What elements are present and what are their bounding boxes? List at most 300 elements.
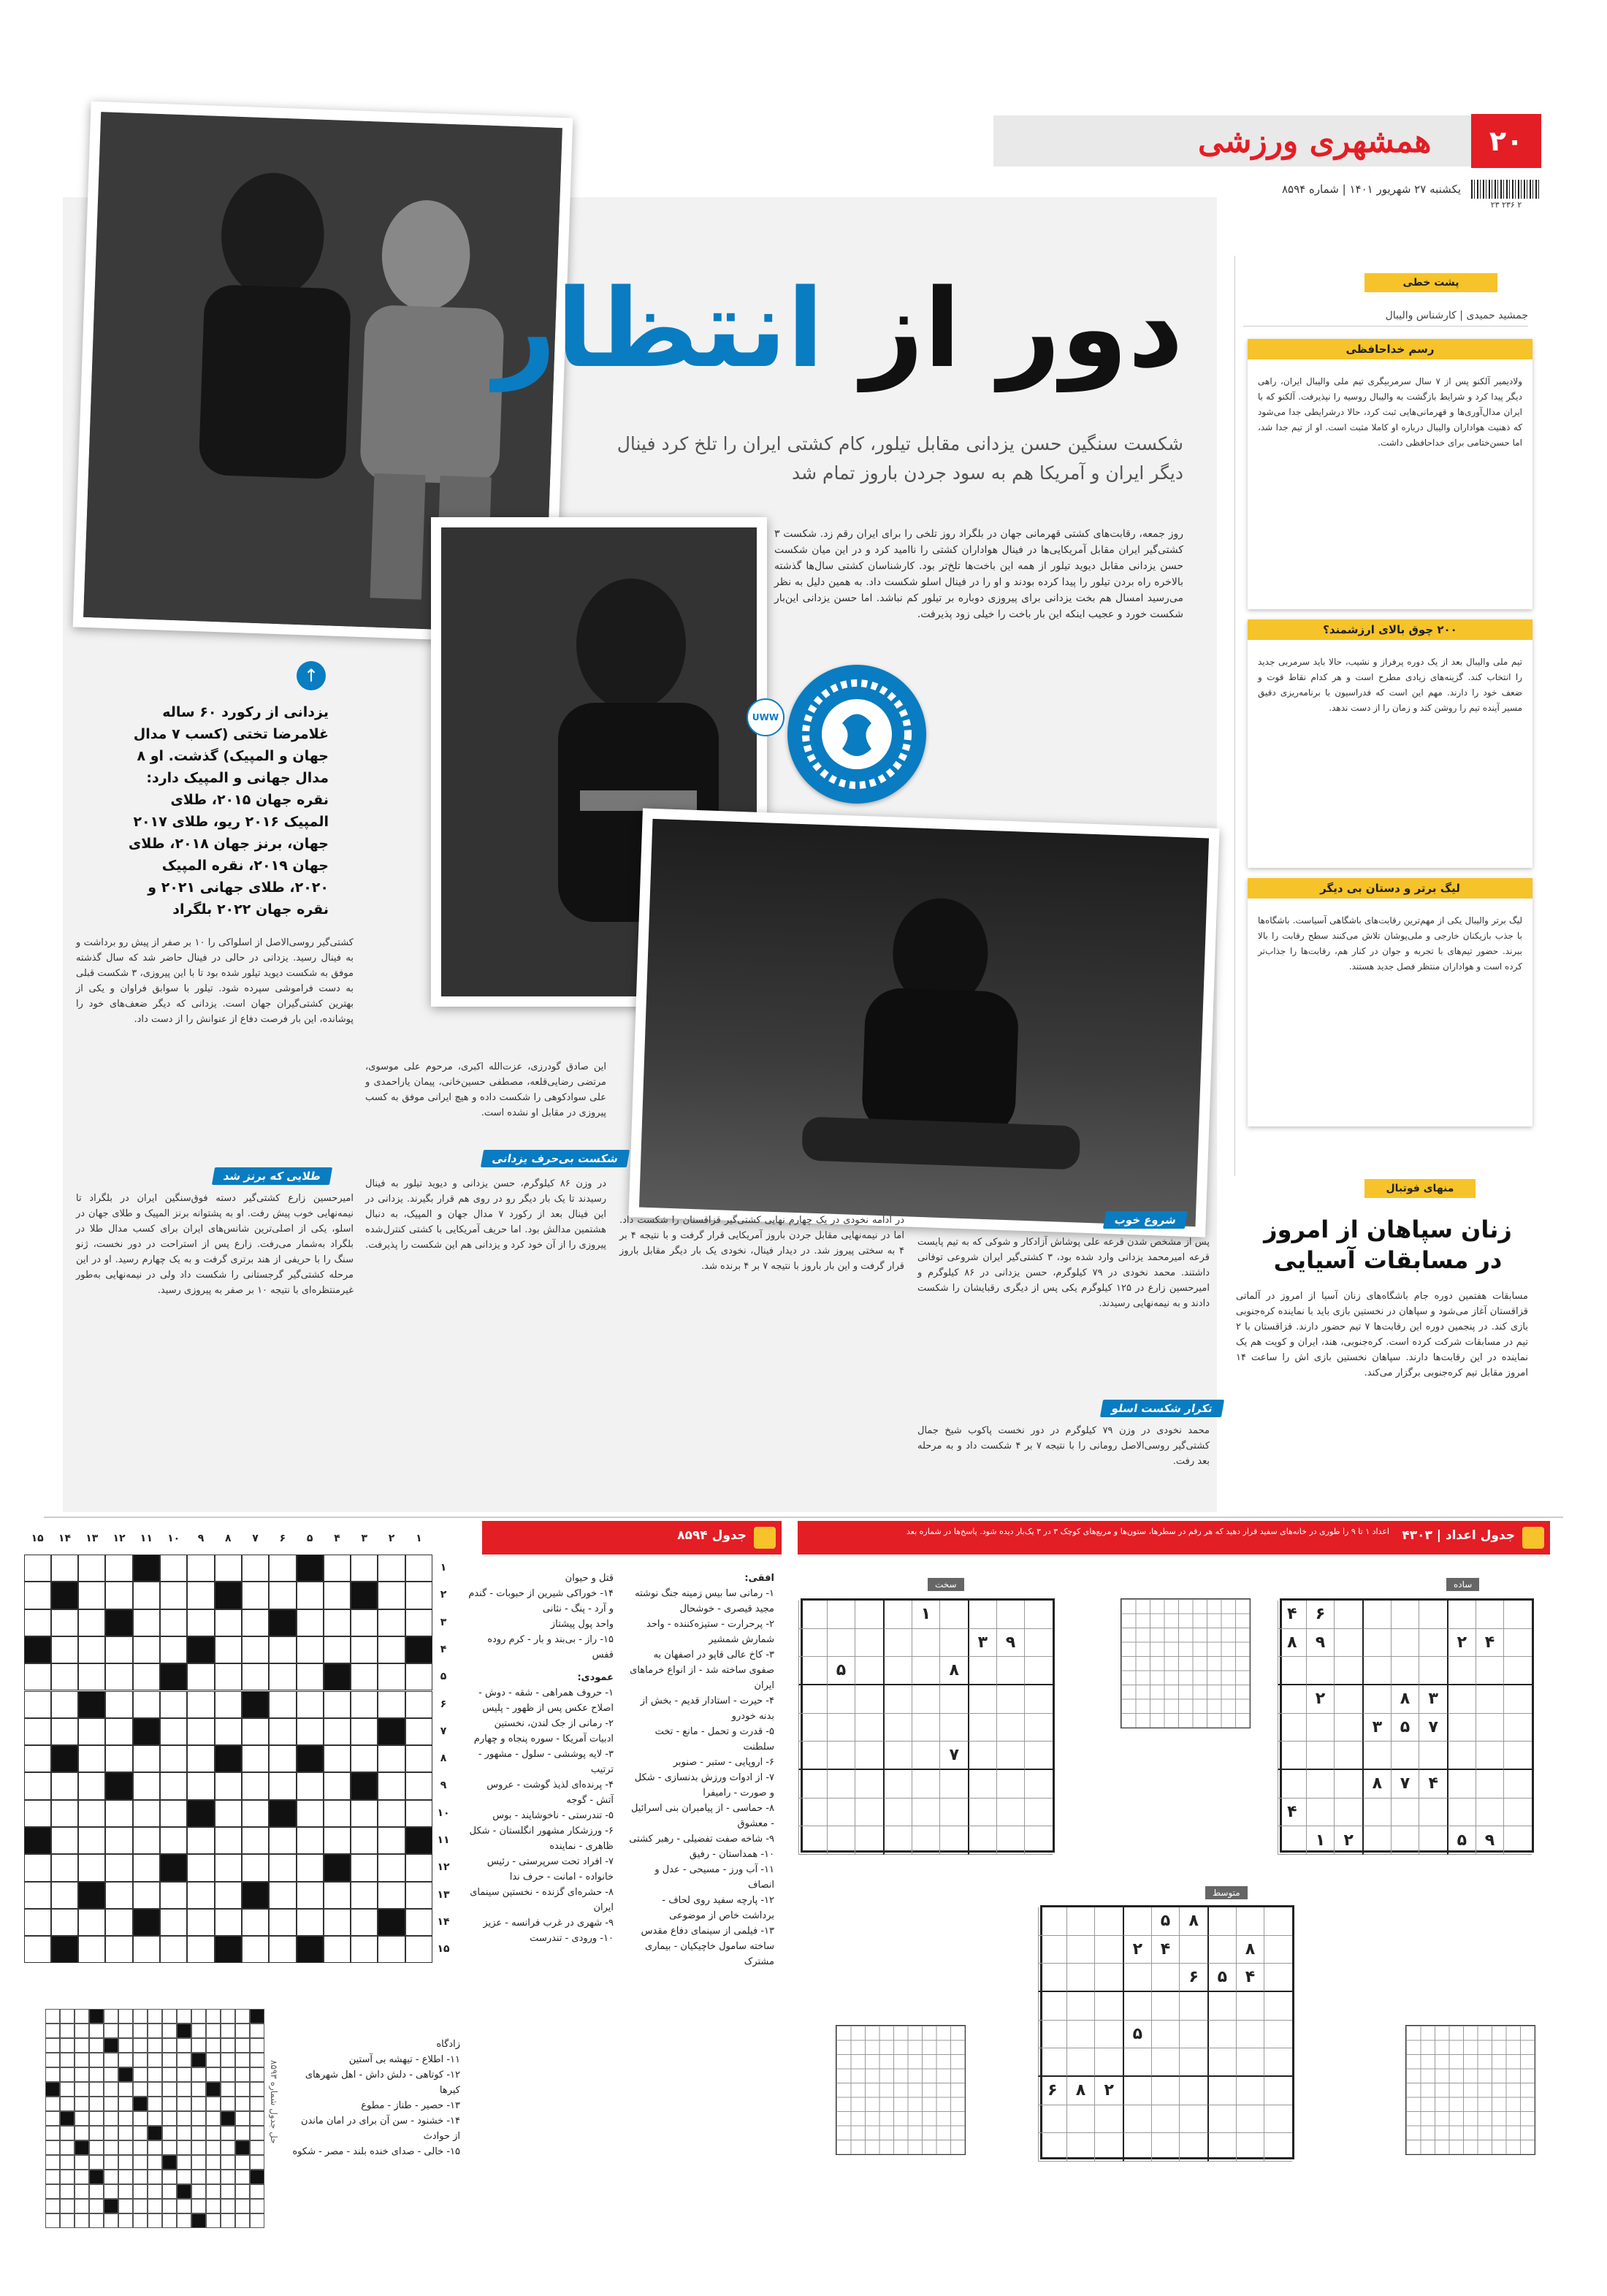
sudoku_medium-cell[interactable] bbox=[1264, 2048, 1292, 2077]
sudoku_medium-cell[interactable] bbox=[1151, 2077, 1180, 2105]
sudoku_medium-cell[interactable] bbox=[1094, 2133, 1123, 2162]
crossword-cell[interactable] bbox=[297, 1854, 324, 1881]
sudoku_medium-cell[interactable] bbox=[1179, 2048, 1207, 2077]
sudoku_medium-cell[interactable] bbox=[1094, 2105, 1123, 2134]
crossword-cell[interactable] bbox=[405, 1663, 432, 1690]
sudoku_easy-cell[interactable] bbox=[1476, 1714, 1504, 1742]
crossword-cell[interactable] bbox=[242, 1909, 269, 1936]
crossword-cell[interactable] bbox=[105, 1555, 132, 1582]
crossword-cell[interactable] bbox=[24, 1772, 51, 1799]
crossword-cell[interactable] bbox=[24, 1882, 51, 1909]
sudoku_hard-cell[interactable] bbox=[855, 1601, 883, 1629]
crossword-cell[interactable] bbox=[78, 1582, 105, 1609]
crossword-cell[interactable] bbox=[160, 1772, 187, 1799]
sudoku_easy-cell[interactable] bbox=[1419, 1742, 1447, 1770]
sudoku_medium-cell[interactable] bbox=[1179, 1992, 1207, 2021]
sudoku_hard-cell[interactable] bbox=[939, 1799, 968, 1827]
sudoku_hard-cell[interactable] bbox=[883, 1657, 912, 1685]
crossword-cell[interactable] bbox=[215, 1663, 242, 1690]
crossword-cell[interactable] bbox=[105, 1909, 132, 1936]
crossword-cell[interactable] bbox=[160, 1691, 187, 1718]
sudoku_hard-cell[interactable] bbox=[996, 1826, 1025, 1855]
crossword-cell[interactable] bbox=[242, 1663, 269, 1690]
sudoku_hard-cell[interactable] bbox=[939, 1770, 968, 1799]
crossword-cell[interactable] bbox=[24, 1936, 51, 1963]
sudoku_hard-cell[interactable] bbox=[855, 1799, 883, 1827]
sudoku_medium-cell[interactable] bbox=[1179, 2021, 1207, 2049]
sudoku_easy-cell[interactable] bbox=[1362, 1826, 1391, 1855]
sudoku_hard-cell[interactable] bbox=[827, 1770, 855, 1799]
crossword-cell[interactable] bbox=[78, 1772, 105, 1799]
crossword-cell[interactable] bbox=[378, 1609, 405, 1636]
sudoku_easy-cell[interactable] bbox=[1362, 1657, 1391, 1685]
sudoku_hard-cell[interactable]: ۷ bbox=[939, 1742, 968, 1770]
crossword-cell[interactable] bbox=[405, 1745, 432, 1772]
sudoku_hard-cell[interactable] bbox=[1024, 1742, 1053, 1770]
sudoku_hard-cell[interactable] bbox=[798, 1657, 827, 1685]
sudoku_medium-cell[interactable]: ۵ bbox=[1207, 1964, 1236, 1992]
crossword-cell[interactable] bbox=[187, 1555, 214, 1582]
sudoku_easy-cell[interactable] bbox=[1503, 1601, 1532, 1629]
crossword-cell[interactable] bbox=[187, 1718, 214, 1745]
crossword-cell[interactable] bbox=[297, 1663, 324, 1690]
crossword-cell[interactable] bbox=[378, 1691, 405, 1718]
sudoku_easy-cell[interactable] bbox=[1419, 1629, 1447, 1658]
crossword-cell[interactable] bbox=[187, 1609, 214, 1636]
sudoku_medium-cell[interactable] bbox=[1094, 2021, 1123, 2049]
sudoku_hard-cell[interactable] bbox=[968, 1685, 996, 1714]
crossword-cell[interactable] bbox=[324, 1909, 351, 1936]
crossword-cell[interactable] bbox=[351, 1909, 378, 1936]
sudoku_easy-cell[interactable] bbox=[1334, 1657, 1362, 1685]
crossword-cell[interactable] bbox=[378, 1827, 405, 1854]
crossword-cell[interactable] bbox=[297, 1691, 324, 1718]
crossword-cell[interactable] bbox=[242, 1636, 269, 1663]
sudoku_easy-cell[interactable] bbox=[1334, 1799, 1362, 1827]
sudoku_easy-cell[interactable] bbox=[1503, 1714, 1532, 1742]
sudoku_medium-cell[interactable] bbox=[1123, 1907, 1151, 1936]
sudoku_hard-cell[interactable] bbox=[912, 1685, 940, 1714]
crossword-cell[interactable] bbox=[51, 1636, 78, 1663]
sudoku_medium-cell[interactable]: ۲ bbox=[1094, 2077, 1123, 2105]
crossword-cell[interactable] bbox=[405, 1909, 432, 1936]
crossword-cell[interactable] bbox=[215, 1800, 242, 1827]
sudoku_hard-cell[interactable] bbox=[1024, 1799, 1053, 1827]
sudoku_medium-cell[interactable] bbox=[1179, 2133, 1207, 2162]
sudoku_medium-cell[interactable] bbox=[1264, 2133, 1292, 2162]
sudoku_hard-cell[interactable] bbox=[912, 1770, 940, 1799]
crossword-cell[interactable] bbox=[269, 1718, 296, 1745]
crossword-cell[interactable] bbox=[269, 1636, 296, 1663]
crossword-cell[interactable] bbox=[269, 1745, 296, 1772]
crossword-cell[interactable] bbox=[324, 1772, 351, 1799]
sudoku_hard-cell[interactable] bbox=[827, 1714, 855, 1742]
sudoku_hard-cell[interactable] bbox=[855, 1770, 883, 1799]
crossword-cell[interactable] bbox=[160, 1582, 187, 1609]
sudoku_hard-cell[interactable] bbox=[1024, 1714, 1053, 1742]
crossword-cell[interactable] bbox=[378, 1745, 405, 1772]
sudoku_medium-cell[interactable]: ۸ bbox=[1236, 1936, 1264, 1964]
crossword-cell[interactable] bbox=[378, 1663, 405, 1690]
crossword-cell[interactable] bbox=[133, 1882, 160, 1909]
crossword-cell[interactable] bbox=[160, 1909, 187, 1936]
crossword-cell[interactable] bbox=[324, 1882, 351, 1909]
sudoku_medium-cell[interactable] bbox=[1066, 2021, 1095, 2049]
sudoku_easy-cell[interactable]: ۲ bbox=[1447, 1629, 1476, 1658]
sudoku_medium-cell[interactable] bbox=[1264, 2105, 1292, 2134]
sudoku_hard-cell[interactable] bbox=[968, 1799, 996, 1827]
sudoku_medium-cell[interactable] bbox=[1264, 1964, 1292, 1992]
sudoku_hard-cell[interactable] bbox=[855, 1742, 883, 1770]
sudoku_easy-cell[interactable] bbox=[1306, 1657, 1335, 1685]
sudoku_hard-cell[interactable] bbox=[939, 1685, 968, 1714]
crossword-cell[interactable] bbox=[297, 1609, 324, 1636]
crossword-cell[interactable] bbox=[78, 1745, 105, 1772]
crossword-cell[interactable] bbox=[105, 1745, 132, 1772]
crossword-cell[interactable] bbox=[215, 1555, 242, 1582]
crossword-cell[interactable] bbox=[133, 1691, 160, 1718]
sudoku_easy-cell[interactable]: ۸ bbox=[1391, 1685, 1419, 1714]
crossword-cell[interactable] bbox=[133, 1772, 160, 1799]
sudoku_easy-cell[interactable] bbox=[1391, 1742, 1419, 1770]
sudoku_medium-cell[interactable]: ۵ bbox=[1151, 1907, 1180, 1936]
sudoku_hard-cell[interactable] bbox=[798, 1685, 827, 1714]
sudoku_medium-cell[interactable] bbox=[1038, 1936, 1066, 1964]
sudoku_medium-cell[interactable]: ۸ bbox=[1179, 1907, 1207, 1936]
sudoku_easy-cell[interactable] bbox=[1362, 1629, 1391, 1658]
sudoku_easy-cell[interactable] bbox=[1503, 1799, 1532, 1827]
crossword-cell[interactable] bbox=[133, 1609, 160, 1636]
sudoku_medium-cell[interactable] bbox=[1264, 2021, 1292, 2049]
sudoku_hard-cell[interactable] bbox=[996, 1657, 1025, 1685]
sudoku_easy-cell[interactable] bbox=[1447, 1685, 1476, 1714]
crossword-cell[interactable] bbox=[78, 1555, 105, 1582]
sudoku_medium-cell[interactable] bbox=[1207, 2105, 1236, 2134]
sudoku_easy-cell[interactable] bbox=[1391, 1799, 1419, 1827]
crossword-cell[interactable] bbox=[378, 1882, 405, 1909]
crossword-cell[interactable] bbox=[351, 1854, 378, 1881]
sudoku_easy-cell[interactable] bbox=[1419, 1601, 1447, 1629]
sudoku_easy-cell[interactable]: ۸ bbox=[1362, 1770, 1391, 1799]
sudoku_medium-cell[interactable]: ۲ bbox=[1123, 1936, 1151, 1964]
crossword-cell[interactable] bbox=[215, 1609, 242, 1636]
crossword-cell[interactable] bbox=[78, 1636, 105, 1663]
crossword-cell[interactable] bbox=[405, 1800, 432, 1827]
sudoku_medium-cell[interactable] bbox=[1066, 1936, 1095, 1964]
sudoku_easy-cell[interactable] bbox=[1306, 1770, 1335, 1799]
sudoku_hard-cell[interactable] bbox=[798, 1714, 827, 1742]
sudoku_easy-cell[interactable]: ۵ bbox=[1391, 1714, 1419, 1742]
sudoku_easy-cell[interactable] bbox=[1447, 1742, 1476, 1770]
sudoku_medium-cell[interactable] bbox=[1264, 2077, 1292, 2105]
crossword-cell[interactable] bbox=[405, 1691, 432, 1718]
crossword-cell[interactable] bbox=[351, 1745, 378, 1772]
crossword-cell[interactable] bbox=[160, 1882, 187, 1909]
crossword-cell[interactable] bbox=[133, 1936, 160, 1963]
sudoku_easy-cell[interactable]: ۵ bbox=[1447, 1826, 1476, 1855]
crossword-cell[interactable] bbox=[215, 1718, 242, 1745]
crossword-cell[interactable] bbox=[105, 1691, 132, 1718]
sudoku_hard-cell[interactable] bbox=[855, 1629, 883, 1658]
sudoku_medium-cell[interactable]: ۵ bbox=[1123, 2021, 1151, 2049]
sudoku_hard-cell[interactable] bbox=[827, 1826, 855, 1855]
crossword-cell[interactable] bbox=[24, 1555, 51, 1582]
crossword-cell[interactable] bbox=[297, 1800, 324, 1827]
sudoku_easy-cell[interactable] bbox=[1476, 1601, 1504, 1629]
crossword-cell[interactable] bbox=[187, 1663, 214, 1690]
crossword-cell[interactable] bbox=[160, 1636, 187, 1663]
sudoku_easy-cell[interactable] bbox=[1362, 1601, 1391, 1629]
sudoku_easy-cell[interactable] bbox=[1476, 1657, 1504, 1685]
sudoku_medium-cell[interactable] bbox=[1094, 1992, 1123, 2021]
sudoku_hard-cell[interactable] bbox=[1024, 1657, 1053, 1685]
sudoku_easy-cell[interactable] bbox=[1278, 1714, 1306, 1742]
sudoku_easy-cell[interactable] bbox=[1476, 1742, 1504, 1770]
crossword-cell[interactable] bbox=[51, 1555, 78, 1582]
sudoku_medium-cell[interactable] bbox=[1038, 2133, 1066, 2162]
sudoku_easy-cell[interactable] bbox=[1447, 1657, 1476, 1685]
sudoku_medium-cell[interactable] bbox=[1236, 2133, 1264, 2162]
sudoku_medium-cell[interactable] bbox=[1038, 2048, 1066, 2077]
sudoku_easy-cell[interactable] bbox=[1503, 1770, 1532, 1799]
crossword-cell[interactable] bbox=[78, 1827, 105, 1854]
sudoku_hard-cell[interactable]: ۸ bbox=[939, 1657, 968, 1685]
sudoku_medium-cell[interactable] bbox=[1151, 1964, 1180, 1992]
crossword-cell[interactable] bbox=[215, 1827, 242, 1854]
sudoku_hard-cell[interactable] bbox=[798, 1742, 827, 1770]
sudoku_medium-cell[interactable] bbox=[1236, 2077, 1264, 2105]
crossword-cell[interactable] bbox=[405, 1582, 432, 1609]
sudoku_medium-cell[interactable]: ۸ bbox=[1066, 2077, 1095, 2105]
crossword-cell[interactable] bbox=[160, 1745, 187, 1772]
sudoku_easy-cell[interactable]: ۲ bbox=[1306, 1685, 1335, 1714]
crossword-cell[interactable] bbox=[24, 1909, 51, 1936]
sudoku_hard-cell[interactable] bbox=[855, 1685, 883, 1714]
sudoku_hard-cell[interactable] bbox=[968, 1714, 996, 1742]
sudoku_easy-cell[interactable] bbox=[1306, 1742, 1335, 1770]
crossword-cell[interactable] bbox=[105, 1663, 132, 1690]
sudoku_easy-cell[interactable] bbox=[1278, 1657, 1306, 1685]
sudoku_hard-cell[interactable] bbox=[827, 1685, 855, 1714]
crossword-cell[interactable] bbox=[297, 1636, 324, 1663]
crossword-cell[interactable] bbox=[78, 1854, 105, 1881]
sudoku_easy-cell[interactable] bbox=[1503, 1742, 1532, 1770]
sudoku_medium-cell[interactable] bbox=[1123, 2048, 1151, 2077]
crossword-cell[interactable] bbox=[297, 1909, 324, 1936]
crossword-cell[interactable] bbox=[242, 1582, 269, 1609]
crossword-cell[interactable] bbox=[269, 1909, 296, 1936]
crossword-cell[interactable] bbox=[324, 1800, 351, 1827]
sudoku_medium-cell[interactable] bbox=[1123, 1964, 1151, 1992]
crossword-cell[interactable] bbox=[405, 1718, 432, 1745]
sudoku_easy-cell[interactable] bbox=[1503, 1826, 1532, 1855]
sudoku_easy-cell[interactable]: ۷ bbox=[1391, 1770, 1419, 1799]
sudoku_medium-cell[interactable] bbox=[1094, 2048, 1123, 2077]
sudoku_hard-cell[interactable] bbox=[827, 1629, 855, 1658]
sudoku_hard-cell[interactable] bbox=[912, 1742, 940, 1770]
sudoku_hard-cell[interactable] bbox=[1024, 1685, 1053, 1714]
sudoku_medium-cell[interactable]: ۴ bbox=[1236, 1964, 1264, 1992]
crossword-cell[interactable] bbox=[324, 1636, 351, 1663]
sudoku_hard-cell[interactable]: ۹ bbox=[996, 1629, 1025, 1658]
crossword-cell[interactable] bbox=[51, 1800, 78, 1827]
sudoku_hard-cell[interactable] bbox=[1024, 1770, 1053, 1799]
crossword-cell[interactable] bbox=[405, 1936, 432, 1963]
sudoku_easy-cell[interactable] bbox=[1476, 1685, 1504, 1714]
crossword-cell[interactable] bbox=[24, 1691, 51, 1718]
crossword-cell[interactable] bbox=[405, 1854, 432, 1881]
crossword-cell[interactable] bbox=[324, 1609, 351, 1636]
sudoku_easy-cell[interactable]: ۹ bbox=[1476, 1826, 1504, 1855]
sudoku_hard-cell[interactable] bbox=[883, 1742, 912, 1770]
sudoku_hard-cell[interactable] bbox=[883, 1685, 912, 1714]
sudoku_medium-cell[interactable] bbox=[1236, 1992, 1264, 2021]
sudoku_easy-cell[interactable]: ۴ bbox=[1278, 1601, 1306, 1629]
sudoku_hard-cell[interactable] bbox=[968, 1770, 996, 1799]
crossword-cell[interactable] bbox=[51, 1827, 78, 1854]
crossword-cell[interactable] bbox=[297, 1772, 324, 1799]
sudoku_easy-cell[interactable] bbox=[1419, 1657, 1447, 1685]
crossword-cell[interactable] bbox=[242, 1827, 269, 1854]
crossword-cell[interactable] bbox=[405, 1882, 432, 1909]
sudoku_easy-cell[interactable] bbox=[1306, 1714, 1335, 1742]
sudoku_hard-cell[interactable]: ۱ bbox=[912, 1601, 940, 1629]
crossword-cell[interactable] bbox=[51, 1882, 78, 1909]
crossword-cell[interactable] bbox=[269, 1936, 296, 1963]
sudoku_easy-cell[interactable] bbox=[1391, 1601, 1419, 1629]
sudoku_easy-cell[interactable]: ۷ bbox=[1419, 1714, 1447, 1742]
sudoku_medium-cell[interactable] bbox=[1207, 1992, 1236, 2021]
crossword-cell[interactable] bbox=[51, 1609, 78, 1636]
crossword-cell[interactable] bbox=[160, 1827, 187, 1854]
sudoku_medium-cell[interactable] bbox=[1151, 2048, 1180, 2077]
crossword-cell[interactable] bbox=[242, 1745, 269, 1772]
sudoku_medium-cell[interactable] bbox=[1207, 1936, 1236, 1964]
sudoku_easy-cell[interactable] bbox=[1334, 1742, 1362, 1770]
crossword-cell[interactable] bbox=[105, 1936, 132, 1963]
sudoku_easy-cell[interactable]: ۶ bbox=[1306, 1601, 1335, 1629]
sudoku_medium-cell[interactable]: ۶ bbox=[1038, 2077, 1066, 2105]
sudoku_medium-cell[interactable] bbox=[1207, 2077, 1236, 2105]
crossword-cell[interactable] bbox=[160, 1800, 187, 1827]
crossword-cell[interactable] bbox=[187, 1745, 214, 1772]
sudoku_medium-cell[interactable] bbox=[1236, 2021, 1264, 2049]
crossword-cell[interactable] bbox=[351, 1936, 378, 1963]
sudoku_medium-cell[interactable] bbox=[1038, 2021, 1066, 2049]
sudoku_hard-cell[interactable] bbox=[996, 1601, 1025, 1629]
crossword-cell[interactable] bbox=[215, 1691, 242, 1718]
sudoku_medium-cell[interactable] bbox=[1038, 2105, 1066, 2134]
sudoku_medium-cell[interactable] bbox=[1151, 2105, 1180, 2134]
sudoku_easy-cell[interactable] bbox=[1503, 1629, 1532, 1658]
crossword-cell[interactable] bbox=[297, 1582, 324, 1609]
crossword-cell[interactable] bbox=[405, 1772, 432, 1799]
sudoku_easy-cell[interactable] bbox=[1419, 1799, 1447, 1827]
crossword-cell[interactable] bbox=[160, 1936, 187, 1963]
crossword-cell[interactable] bbox=[242, 1609, 269, 1636]
sudoku_medium-cell[interactable] bbox=[1066, 2048, 1095, 2077]
sudoku_easy-cell[interactable]: ۳ bbox=[1362, 1714, 1391, 1742]
sudoku_hard-cell[interactable] bbox=[798, 1629, 827, 1658]
crossword-cell[interactable] bbox=[187, 1827, 214, 1854]
crossword-cell[interactable] bbox=[378, 1555, 405, 1582]
sudoku_hard-cell[interactable] bbox=[996, 1799, 1025, 1827]
crossword-cell[interactable] bbox=[105, 1854, 132, 1881]
crossword-cell[interactable] bbox=[24, 1800, 51, 1827]
sudoku_medium-cell[interactable] bbox=[1151, 1992, 1180, 2021]
sudoku_easy-cell[interactable] bbox=[1334, 1770, 1362, 1799]
crossword-cell[interactable] bbox=[269, 1555, 296, 1582]
sudoku_easy-cell[interactable] bbox=[1362, 1742, 1391, 1770]
sudoku_medium-cell[interactable] bbox=[1236, 1907, 1264, 1936]
crossword-cell[interactable] bbox=[51, 1718, 78, 1745]
crossword-cell[interactable] bbox=[51, 1772, 78, 1799]
sudoku_medium-cell[interactable] bbox=[1151, 2021, 1180, 2049]
crossword-cell[interactable] bbox=[351, 1555, 378, 1582]
sudoku_easy-cell[interactable] bbox=[1391, 1657, 1419, 1685]
crossword-cell[interactable] bbox=[351, 1718, 378, 1745]
sudoku_hard-cell[interactable] bbox=[798, 1770, 827, 1799]
crossword-cell[interactable] bbox=[378, 1636, 405, 1663]
sudoku_easy-cell[interactable] bbox=[1334, 1629, 1362, 1658]
crossword-cell[interactable] bbox=[215, 1854, 242, 1881]
sudoku_hard-cell[interactable] bbox=[912, 1657, 940, 1685]
crossword-cell[interactable] bbox=[405, 1609, 432, 1636]
sudoku_hard-cell[interactable] bbox=[912, 1799, 940, 1827]
sudoku_medium-cell[interactable] bbox=[1038, 1992, 1066, 2021]
sudoku_hard-cell[interactable]: ۵ bbox=[827, 1657, 855, 1685]
sudoku_easy-cell[interactable] bbox=[1476, 1799, 1504, 1827]
crossword-cell[interactable] bbox=[187, 1882, 214, 1909]
crossword-cell[interactable] bbox=[133, 1745, 160, 1772]
crossword-cell[interactable] bbox=[324, 1718, 351, 1745]
sudoku_hard-cell[interactable] bbox=[855, 1714, 883, 1742]
sudoku_easy-cell[interactable]: ۴ bbox=[1419, 1770, 1447, 1799]
sudoku_easy-cell[interactable] bbox=[1447, 1770, 1476, 1799]
sudoku_easy-cell[interactable] bbox=[1447, 1601, 1476, 1629]
sudoku_hard-cell[interactable] bbox=[912, 1826, 940, 1855]
sudoku_medium-cell[interactable] bbox=[1264, 1936, 1292, 1964]
crossword-cell[interactable] bbox=[78, 1800, 105, 1827]
crossword-cell[interactable] bbox=[215, 1909, 242, 1936]
sudoku_easy-cell[interactable] bbox=[1362, 1685, 1391, 1714]
crossword-cell[interactable] bbox=[242, 1800, 269, 1827]
sudoku_easy-cell[interactable] bbox=[1476, 1770, 1504, 1799]
crossword-cell[interactable] bbox=[78, 1609, 105, 1636]
crossword-cell[interactable] bbox=[297, 1718, 324, 1745]
crossword-cell[interactable] bbox=[160, 1555, 187, 1582]
sudoku_hard-cell[interactable] bbox=[827, 1742, 855, 1770]
sudoku_medium-cell[interactable] bbox=[1207, 2048, 1236, 2077]
sudoku_easy-cell[interactable] bbox=[1306, 1799, 1335, 1827]
crossword-cell[interactable] bbox=[24, 1854, 51, 1881]
crossword-cell[interactable] bbox=[105, 1827, 132, 1854]
sudoku_hard-cell[interactable] bbox=[883, 1714, 912, 1742]
sudoku_medium-cell[interactable] bbox=[1123, 1992, 1151, 2021]
sudoku_easy-cell[interactable] bbox=[1503, 1685, 1532, 1714]
sudoku_hard-cell[interactable] bbox=[883, 1826, 912, 1855]
sudoku_hard-cell[interactable] bbox=[996, 1742, 1025, 1770]
crossword-cell[interactable] bbox=[297, 1827, 324, 1854]
crossword-cell[interactable] bbox=[269, 1691, 296, 1718]
sudoku_medium-cell[interactable] bbox=[1264, 1992, 1292, 2021]
sudoku_hard-cell[interactable] bbox=[939, 1826, 968, 1855]
sudoku_hard-cell[interactable] bbox=[827, 1799, 855, 1827]
sudoku_medium-cell[interactable] bbox=[1236, 2105, 1264, 2134]
sudoku_easy-cell[interactable]: ۴ bbox=[1476, 1629, 1504, 1658]
crossword-cell[interactable] bbox=[269, 1772, 296, 1799]
sudoku_easy-cell[interactable] bbox=[1391, 1629, 1419, 1658]
